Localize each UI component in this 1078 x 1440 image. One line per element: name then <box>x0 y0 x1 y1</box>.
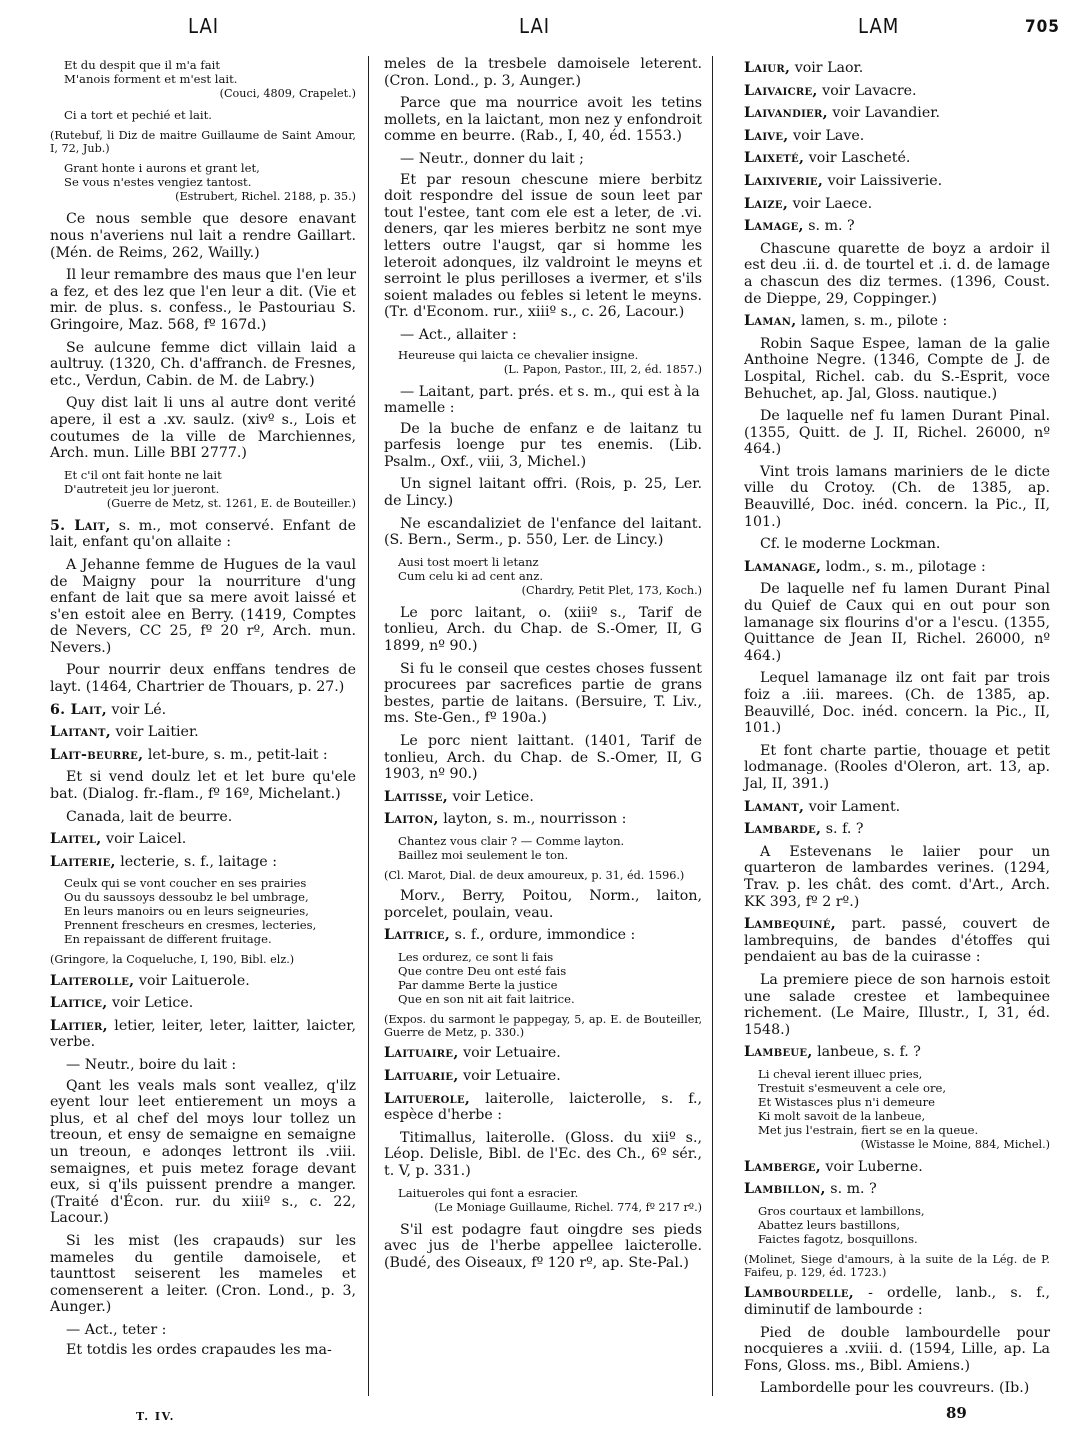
verse-quotation <box>64 161 356 204</box>
entry-definition: voir Lascheté. <box>804 150 911 167</box>
headword: Laivaicre, <box>744 82 818 99</box>
verse-line: En repaissant de different fruitage. <box>64 932 272 947</box>
entry-heading <box>50 702 356 719</box>
entry-heading <box>744 150 1050 167</box>
paragraph: Si fu le conseil que cestes choses fussent procurees par sacrefices partie de grans bestes, partie de laitans. (Bersuire, T. Liv., ms. Ste-Gen., fº 190a.) <box>384 660 702 727</box>
verse-quotation <box>64 876 356 946</box>
headword: Laive, <box>744 127 789 144</box>
entry-definition: lecterie, s. f., laitage : <box>115 853 277 870</box>
headword: 6. Lait, <box>50 701 107 718</box>
headword: Laman, <box>744 313 797 330</box>
paragraph: Morv., Berry, Poitou, Norm., laiton, porcelet, poulain, veau. <box>384 888 702 921</box>
entry-definition: lanbeue, s. f. ? <box>812 1044 921 1061</box>
entry-heading <box>50 995 356 1012</box>
entry-heading <box>744 173 1050 190</box>
verse-citation: (Chardry, Petit Plet, 173, Koch.) <box>521 583 702 597</box>
verse-line: Prennent frescheurs en cresmes, lecteries, <box>64 918 317 933</box>
headword: Lamage, <box>744 218 804 235</box>
entry-heading <box>50 518 356 551</box>
paragraph: Et font charte partie, thouage et petit lodmanage. (Rooles d'Oleron, art. 13, ap. Jal, II, 391.) <box>744 742 1050 792</box>
entry-definition: s. m. ? <box>825 1181 877 1198</box>
paragraph: Se aulcune femme dict villain laid a aultruy. (1320, Ch. d'affranch. de Fresnes, etc., Verdun, Cabin. de M. de Labry.) <box>50 339 356 389</box>
entry-heading <box>50 724 356 741</box>
headword: Laitier, <box>50 1017 108 1034</box>
paragraph: Parce que ma nourrice avoit les tetins mollets, en la laictant, mon nez y enfondroit comme en beurre. (Rab., I, 40, éd. 1553.) <box>384 95 702 145</box>
entry-definition: part. passé, couvert de lambrequins, de bandes d'étoffes qui pendaient au bas de la cuirasse : <box>744 916 1050 966</box>
verse-line: D'autreteit jeu lor jueront. <box>64 481 220 496</box>
entry-definition: layton, s. m., nourrisson : <box>438 811 627 828</box>
verse-quotation <box>758 1067 1050 1152</box>
entry-definition: - ordelle, lanb., s. f., diminutif de lambourde : <box>744 1285 1050 1319</box>
paragraph: Ce nous semble que desore enavant nous n'averiens nul lait a rendre Gaillart. (Mén. de Reims, 262, Wailly.) <box>50 211 356 261</box>
citation: (Molinet, Siege d'amours, à la suite de la Lég. de P. Faifeu, p. 129, éd. 1723.) <box>744 1253 1050 1280</box>
entry-definition: voir Lavacre. <box>817 82 917 99</box>
column-divider-1 <box>368 56 369 1396</box>
paragraph: Robin Saque Espee, laman de la galie Anthoine Negre. (1346, Compte de J. de Lospital, Richel. cab. du S.-Esprit, voce Behuchet, ap. Jal, Gloss. nautique.) <box>744 335 1050 402</box>
paragraph: Lambordelle pour les couvreurs. (Ib.) <box>760 1380 1030 1397</box>
verse-citation: (Guerre de Metz, st. 1261, E. de Bouteiller.) <box>106 496 356 510</box>
entry-heading <box>744 218 1050 235</box>
verse-line: Se vous n'estes vengiez tantost. <box>64 175 252 190</box>
headword: Laituaire, <box>384 1045 459 1062</box>
headword: Lait-beurre, <box>50 746 144 763</box>
sense-heading: — Neutr., boire du lait : <box>66 1056 237 1073</box>
entry-definition: laiterolle, laicterolle, s. f., espèce d'herbe : <box>384 1090 702 1124</box>
paragraph: Le porc laitant, o. (xiiiº s., Tarif de tonlieu, Arch. du Chap. de S.-Omer, II, G 1899, nº 90.) <box>384 604 702 655</box>
entry-definition: voir Lé. <box>106 701 167 718</box>
paragraph: Il leur remambre des maus que l'en leur a fez, et des lez que l'en leur a dit. (Vie et mir. de plus. s. confess., le Pastouriau S. Gringoire, Maz. 568, fº 167d.) <box>50 267 356 333</box>
entry-heading <box>384 1091 702 1124</box>
headword: Laiur, <box>744 60 791 76</box>
verse-citation: (Couci, 4809, Crapelet.) <box>219 87 356 100</box>
paragraph: Ne escandaliziet de l'enfance del laitant. (S. Bern., Serm., p. 550, Ler. de Lincy.) <box>384 515 702 549</box>
headword: Lamanage, <box>744 558 822 575</box>
verse-line: M'anois forment et m'est lait. <box>64 72 238 86</box>
entry-definition: lodm., s. m., pilotage : <box>821 558 986 575</box>
entry-heading <box>744 916 1050 966</box>
paragraph: Pour nourrir deux enffans tendres de layt. (1464, Chartrier de Thouars, p. 27.) <box>50 662 356 696</box>
paragraph: Titimallus, laiterolle. (Gloss. du xiiº s., Léop. Delisle, Bibl. de l'Ec. des Ch., 6º sér., t. V, p. 331.) <box>384 1129 702 1179</box>
volume-mark: T. IV. <box>136 1410 176 1423</box>
entry-heading <box>744 1044 1050 1061</box>
entry-definition: voir Letice. <box>448 788 534 805</box>
entry-heading <box>384 1045 702 1062</box>
entry-heading <box>744 1159 1050 1176</box>
verse-quotation <box>398 348 702 377</box>
entry-heading <box>744 105 1050 122</box>
verse-line: Les ordurez, ce sont li fais <box>398 949 554 964</box>
verse-line: Abattez leurs bastillons, <box>758 1218 901 1233</box>
entry-heading <box>384 789 702 806</box>
headword: Laitrice, <box>384 927 451 944</box>
verse-citation: (Le Moniage Guillaume, Richel. 774, fº 217 rº.) <box>434 1200 702 1214</box>
paragraph: A Jehanne femme de Hugues de la vaul de Maigny pour la nourriture d'ung enfant de lait que sa mere avoit laissé et s'en estoit alee en Berry. (1419, Comptes de Nevers, CC 25, fº 20 rº, Arch. mun. Nevers.) <box>50 556 356 656</box>
entry-definition: voir Lavandier. <box>827 105 940 122</box>
paragraph: Quy dist lait li uns al autre dont verité apere, il est a .xv. saulz. (xivº s., Lois et coutumes de la ville de Marchiennes, Arch. mun. Lille BBI 2777.) <box>50 395 356 462</box>
verse-line: Heureuse qui laicta ce chevalier insigne. <box>398 347 639 362</box>
verse-line: Grant honte i aurons et grant let, <box>64 161 260 176</box>
citation: (Rutebuf, li Diz de maitre Guillaume de Saint Amour, I, 72, Jub.) <box>50 129 356 156</box>
entry-heading <box>744 559 1050 576</box>
citation: (Cl. Marot, Dial. de deux amoureux, p. 31, éd. 1596.) <box>384 868 685 882</box>
verse-line: Chantez vous clair ? — Comme layton. <box>398 833 625 848</box>
verse-quotation <box>64 108 356 122</box>
verse-line: Ci a tort et pechié et lait. <box>64 108 212 122</box>
verse-quotation <box>758 1204 1050 1246</box>
column-3 <box>744 56 1050 1403</box>
headword: Lambarde, <box>744 821 822 838</box>
entry-heading <box>744 60 1050 77</box>
entry-definition: lamen, s. m., pilote : <box>796 313 948 330</box>
paragraph: Le porc nient laittant. (1401, Tarif de tonlieu, Arch. du Chap. de S.-Omer, II, G 1903, nº 90.) <box>384 733 702 783</box>
paragraph: Si les mist (les crapauds) sur les mameles du gentile damoisele, et taunttost seiserent les mameles et comenserent a leiter. (Cron. Lond., p. 3, Aunger.) <box>50 1232 356 1316</box>
paragraph: Pied de double lambourdelle pour nocquieres a .xviii. d. (1594, Lille, ap. La Fons, Gloss. ms., Bibl. Amiens.) <box>744 1324 1050 1374</box>
verse-line: Que en son nit ait fait laitrice. <box>398 991 575 1006</box>
sense-heading: — Laitant, part. prés. et s. m., qui est à la mamelle : <box>384 383 700 417</box>
paragraph: Chascune quarette de boyz a ardoir il est deu .ii. d. de tourtel et .i. d. de lamage a chascun des diz termes. (1396, Coust. de Dieppe, 29, Coppinger.) <box>744 240 1050 307</box>
verse-quotation <box>398 834 702 862</box>
paragraph: La premiere piece de son harnois estoit une salade crestee et lambequinee richement. (Le Maire, Illustr., I, 31, éd. 1548.) <box>744 971 1050 1038</box>
entry-heading <box>744 313 1050 330</box>
verse-line: Et c'il ont fait honte ne lait <box>64 467 222 482</box>
entry-definition: voir Letuaire. <box>458 1067 561 1084</box>
entry-definition: s. f., ordure, immondice : <box>450 927 636 944</box>
entry-definition: s. m., mot conservé. Enfant de lait, enfant qu'on allaite : <box>50 517 356 551</box>
headword: Laiton, <box>384 811 439 828</box>
paragraph: Canada, lait de beurre. <box>66 808 233 825</box>
verse-line: Gros courtaux et lambillons, <box>758 1204 925 1219</box>
paragraph: Et totdis les ordes crapaudes les ma- <box>66 1342 332 1359</box>
verse-line: Ceulx qui se vont coucher en ses prairies <box>64 876 307 891</box>
entry-definition: letier, leiter, leter, laitter, laicter, verbe. <box>50 1017 356 1051</box>
entry-definition: voir Lament. <box>804 798 901 815</box>
verse-line: En leurs manoirs ou en leurs seigneuries, <box>64 904 309 919</box>
entry-definition: voir Lave. <box>788 127 865 144</box>
verse-line: Met jus l'estrain, fiert se en la queue. <box>758 1122 979 1137</box>
paragraph: Vint trois lamans mariniers de le dicte ville du Crotoy. (Ch. de 1385, ap. Beauvillé, Doc. inéd. concern. la Pic., II, 101.) <box>744 463 1050 530</box>
verse-line: Trestuit s'esmeuvent a cele ore, <box>758 1080 947 1095</box>
citation: (Gringore, la Coqueluche, I, 190, Bibl. elz.) <box>50 953 295 967</box>
entry-definition: voir Laor. <box>790 60 864 76</box>
verse-quotation <box>398 950 702 1006</box>
running-header <box>0 14 1078 44</box>
entry-definition: voir Letice. <box>107 995 194 1012</box>
entry-definition: voir Letuaire. <box>458 1045 561 1062</box>
verse-quotation <box>398 555 702 598</box>
headword: Laiterolle, <box>50 972 135 989</box>
paragraph: Lequel lamanage ilz ont fait par trois foiz a .iii. marees. (Ch. de 1385, ap. Beauvillé, Doc. inéd. concern. la Pic., II, 101.) <box>744 670 1050 737</box>
sense-heading: — Neutr., donner du lait ; <box>400 150 584 167</box>
verse-citation: (L. Papon, Pastor., III, 2, éd. 1857.) <box>503 362 702 376</box>
headword: Laivandier, <box>744 105 828 122</box>
verse-line: Ki molt savoit de la lanbeue, <box>758 1108 926 1123</box>
verse-line: Laitueroles qui font a esracier. <box>398 1185 579 1200</box>
entry-definition: let-bure, s. m., petit-lait : <box>143 746 328 763</box>
verse-quotation <box>64 58 356 101</box>
headword: 5. Lait, <box>50 517 111 534</box>
verse-line: Cum celu ki ad cent anz. <box>398 568 544 583</box>
entry-heading <box>50 747 356 764</box>
headword: Lambourdelle, <box>744 1285 855 1302</box>
header-left-guideword: LAI <box>188 14 220 38</box>
column-1 <box>50 56 356 1365</box>
headword: Laiterie, <box>50 853 116 870</box>
entry-definition: s. m. ? <box>803 218 855 235</box>
verse-line: Et Wistasces plus n'i demeure <box>758 1094 935 1109</box>
header-center-guideword: LAI <box>519 14 551 38</box>
verse-citation: (Wistasse le Moine, 884, Michel.) <box>860 1137 1050 1151</box>
verse-quotation <box>398 1186 702 1215</box>
headword: Laituarie, <box>384 1067 459 1084</box>
headword: Laitant, <box>50 724 111 741</box>
paragraph: A Estevenans le laiier pour un quarteron de lambardes verines. (1294, Trav. p. les chât. des comt. d'Art., Arch. KK 393, fº 2 rº.) <box>744 843 1050 910</box>
paragraph: S'il est podagre faut oingdre ses pieds avec jus de l'herbe appellee laicterolle. (Budé, des Oiseaux, fº 120 rº, ap. Ste-Pal.) <box>384 1221 702 1271</box>
citation: (Expos. du sarmont le pappegay, 5, ap. E. de Bouteiller, Guerre de Metz, p. 330.) <box>384 1012 702 1040</box>
entry-heading <box>744 196 1050 213</box>
entry-heading <box>384 811 702 828</box>
paragraph: Et si vend doulz let et let bure qu'ele bat. (Dialog. fr.-flam., fº 16º, Michelant.) <box>50 769 356 803</box>
headword: Lambeue, <box>744 1044 813 1061</box>
entry-heading <box>744 799 1050 816</box>
entry-heading <box>50 973 356 990</box>
verse-line: Que contre Deu ont esté fais <box>398 963 567 978</box>
paragraph: De laquelle nef fu lamen Durant Pinal. (1355, Quitt. de J. II, Richel. 26000, nº 464.) <box>744 408 1050 458</box>
paragraph: Et par resoun chescune miere berbitz doit respondre del issue de soun leet par tout l'estee, tant com ele est a leter, de .vi. deners, qar les mieres berbitz ne sont mye letters outre l'augst, qar si homme les leteroit adonques, ilz valdroint le meyns et serroint le plus perilloses a ivermer, et s'ils soient malades ou febles si letent le meyns. (Tr. d'Econom. rur., xiiiº s., c. 26, Lacour.) <box>384 171 702 321</box>
headword: Lambillon, <box>744 1181 826 1198</box>
entry-definition: voir Laituerole. <box>134 972 250 989</box>
entry-definition: voir Laece. <box>788 195 873 212</box>
entry-heading <box>50 1018 356 1051</box>
entry-definition: voir Laicel. <box>101 831 187 848</box>
verse-line: Par damme Berte la justice <box>398 977 558 992</box>
entry-heading <box>384 1068 702 1085</box>
entry-heading <box>744 128 1050 145</box>
header-right-guideword: LAM <box>858 14 900 38</box>
verse-line: Ausi tost moert li letanz <box>398 554 539 569</box>
verse-line: Et du despit que il m'a fait <box>64 58 220 72</box>
paragraph: Un signel laitant offri. (Rois, p. 25, Ler. de Lincy.) <box>384 476 702 510</box>
headword: Laixiverie, <box>744 172 824 189</box>
paragraph: Qant les veals mals sont veallez, q'ilz eyent lour leet entierement un moys a plus, et al chef del moys lour tollez un treoun, et ensy de semaigne en semaigne un treoun, e adonqes lettront ils .viii. semaignes, et puis metez forage devant eux, si q'ils puissent prendre a manger. (Traité d'Écon. rur. du xiiiº s., c. 22, Lacour.) <box>50 1077 356 1227</box>
entry-definition: voir Luberne. <box>821 1158 923 1175</box>
headword: Laitel, <box>50 831 102 848</box>
entry-heading <box>744 821 1050 838</box>
headword: Laituerole, <box>384 1090 471 1107</box>
verse-line: Ou du saussoys dessoubz le bel umbrage, <box>64 890 309 905</box>
page-number: 705 <box>1025 17 1060 37</box>
signature-mark: 89 <box>946 1404 967 1422</box>
headword: Lamberge, <box>744 1158 821 1175</box>
column-divider-2 <box>712 56 713 1396</box>
verse-line: Baillez moi seulement le ton. <box>398 847 569 862</box>
entry-heading <box>50 831 356 848</box>
entry-definition: voir Laissiverie. <box>823 172 943 189</box>
paragraph: Cf. le moderne Lockman. <box>760 536 941 553</box>
sense-heading: — Act., allaiter : <box>400 326 517 343</box>
verse-line: Faictes fagotz, bosquillons. <box>758 1232 918 1247</box>
verse-quotation <box>64 468 356 511</box>
verse-line: Li cheval ierent illuec pries, <box>758 1066 923 1081</box>
headword: Laixeté, <box>744 150 805 167</box>
column-2 <box>384 56 702 1277</box>
paragraph: De la buche de enfanz e de laitanz tu parfesis loenge pur tes enemis. (Lib. Psalm., Oxf., viii, 3, Michel.) <box>384 420 702 470</box>
entry-definition: s. f. ? <box>821 821 864 838</box>
headword: Laitisse, <box>384 788 449 805</box>
verse-citation: (Estrubert, Richel. 2188, p. 35.) <box>175 190 356 204</box>
headword: Laitice, <box>50 995 108 1012</box>
paragraph: meles de la tresbele damoisele leterent. (Cron. Lond., p. 3, Aunger.) <box>384 56 702 89</box>
headword: Lambequiné, <box>744 916 836 933</box>
entry-definition: voir Laitier. <box>111 724 199 741</box>
sense-heading: — Act., teter : <box>66 1321 167 1338</box>
entry-heading <box>744 1285 1050 1318</box>
headword: Lamant, <box>744 798 805 815</box>
entry-heading <box>50 854 356 871</box>
entry-heading <box>744 83 1050 100</box>
paragraph: De laquelle nef fu lamen Durant Pinal du Quief de Caux qui en out pour son lamanage six flourins d'or a l'escu. (1355, Quittance de Jean II, Richel. 26000, nº 464.) <box>744 581 1050 664</box>
entry-heading <box>384 927 702 944</box>
headword: Laize, <box>744 195 789 212</box>
entry-heading <box>744 1181 1050 1198</box>
